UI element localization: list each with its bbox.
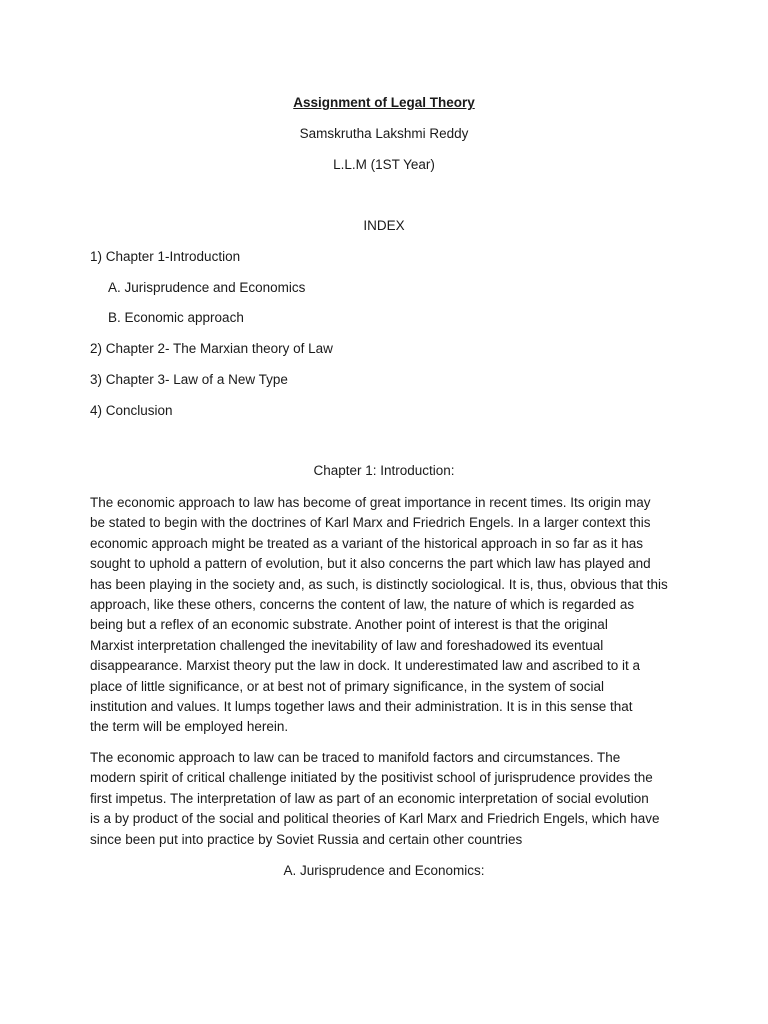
paragraph-line: is a by product of the social and political theories of Karl Marx and Friedrich Engels, which have: [90, 811, 660, 827]
index-heading: INDEX: [363, 218, 405, 233]
paragraph-line: Marxist interpretation challenged the inevitability of law and foreshadowed its eventual: [90, 637, 604, 653]
paragraph-line: since been put into practice by Soviet Russia and certain other countries: [90, 831, 523, 847]
section-subheading: A. Jurisprudence and Economics:: [283, 863, 485, 878]
index-subitem: B. Economic approach: [108, 310, 244, 325]
index-item: 1) Chapter 1-Introduction: [90, 249, 241, 264]
paragraph-line: approach, like these others, concerns the content of law, the nature of which is regarded as: [90, 597, 635, 613]
paragraph-1: [90, 493, 680, 738]
index-item: 3) Chapter 3- Law of a New Type: [90, 372, 288, 387]
paragraph-2: [90, 748, 680, 850]
paragraph-line: modern spirit of critical challenge initiated by the positivist school of jurisprudence provides the: [90, 770, 653, 786]
document-title: Assignment of Legal Theory: [293, 95, 475, 110]
paragraph-line: The economic approach to law has become of great importance in recent times. Its origin may: [90, 495, 651, 510]
paragraph-line: The economic approach to law can be traced to manifold factors and circumstances. The: [90, 750, 621, 765]
index-item: 4) Conclusion: [90, 403, 173, 418]
index-subitem: A. Jurisprudence and Economics: [108, 280, 306, 295]
author-name: Samskrutha Lakshmi Reddy: [299, 126, 469, 141]
paragraph-line: place of little significance, or at best not of primary significance, in the system of social: [90, 678, 604, 694]
paragraph-line: disappearance. Marxist theory put the law in dock. It underestimated law and ascribed to it a: [90, 658, 641, 674]
paragraph-line: economic approach might be treated as a variant of the historical approach in so far as it has: [90, 535, 644, 551]
paragraph-line: institution and values. It lumps together laws and their administration. It is in this sense that: [90, 699, 633, 715]
index-item: 2) Chapter 2- The Marxian theory of Law: [90, 341, 333, 356]
paragraph-line: first impetus. The interpretation of law as part of an economic interpretation of social evolution: [90, 790, 649, 806]
paragraph-line: be stated to begin with the doctrines of Karl Marx and Friedrich Engels. In a larger context this: [90, 515, 651, 531]
paragraph-line: sought to uphold a pattern of evolution, but it also concerns the part which law has played and: [90, 556, 651, 572]
paragraph-line: has been playing in the society and, as such, is distinctly sociological. It is, thus, obvious that this: [90, 576, 668, 592]
degree-line: L.L.M (1ST Year): [333, 157, 435, 172]
chapter-heading: Chapter 1: Introduction:: [313, 463, 455, 478]
paragraph-line: being but a reflex of an economic substrate. Another point of interest is that the original: [90, 617, 608, 633]
paragraph-line: the term will be employed herein.: [90, 719, 289, 735]
